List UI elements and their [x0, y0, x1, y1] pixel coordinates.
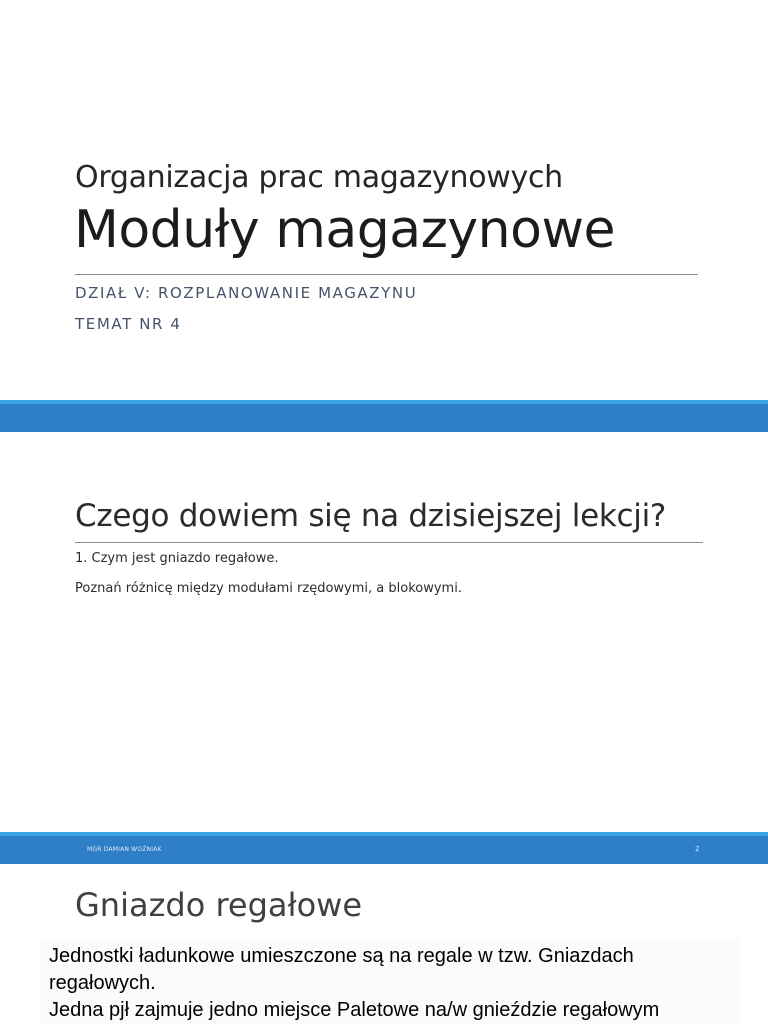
body-text — [49, 943, 739, 1024]
title-slide — [0, 0, 768, 400]
bar-highlight — [0, 832, 768, 836]
slide-subtitle: Organizacja prac magazynowych — [75, 160, 563, 195]
body-line: Jedna pjł zajmuje jedno miejsce Paletowe na/w gnieździe regałowym — [49, 999, 660, 1021]
topic-label: TEMAT NR 4 — [75, 315, 182, 333]
list-item: 1. Czym jest gniazdo regałowe. — [75, 551, 279, 566]
title-divider — [75, 274, 698, 275]
list-item: Poznań różnicę między modułami rzędowymi, a blokowymi. — [75, 581, 462, 596]
slide-heading: Gniazdo regałowe — [75, 886, 363, 924]
body-line: regałowych. — [49, 972, 156, 994]
body-line: Jednostki ładunkowe umieszczone są na regale w tzw. Gniazdach — [49, 945, 634, 967]
slide-title: Moduły magazynowe — [74, 200, 615, 260]
slide-separator-bar — [0, 400, 768, 432]
slide-heading: Czego dowiem się na dzisiejszej lekcji? — [75, 498, 667, 534]
heading-divider — [75, 542, 703, 543]
slide-footer-bar — [0, 832, 768, 864]
bar-highlight — [0, 400, 768, 404]
footer-author: MGR DAMIAN WOŹNIAK — [87, 846, 162, 853]
page-number: 2 — [695, 845, 700, 853]
section-label: DZIAŁ V: ROZPLANOWANIE MAGAZYNU — [75, 284, 418, 302]
